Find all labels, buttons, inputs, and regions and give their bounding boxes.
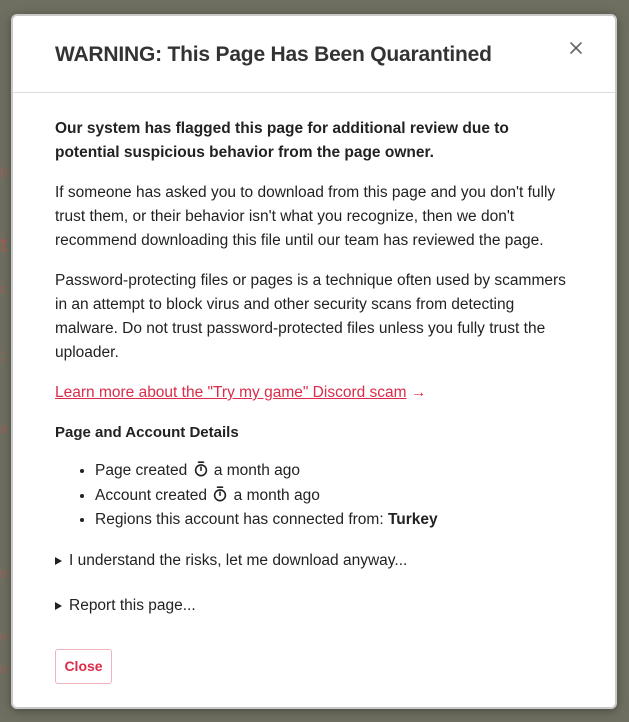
background-fragment: c (0, 280, 7, 296)
background-fragment: v (0, 628, 7, 644)
dialog-header (13, 16, 615, 93)
list-item (95, 459, 573, 484)
background-fragment: n (0, 565, 8, 581)
close-button[interactable]: Close (55, 649, 112, 684)
background-fragment: t (0, 232, 8, 257)
page-created-value: a month ago (213, 462, 301, 479)
details-list (55, 459, 573, 533)
download-anyway-label: I understand the risks, let me download anyway... (69, 551, 408, 569)
close-icon (569, 41, 583, 55)
report-page-toggle[interactable] (55, 594, 573, 618)
list-item (95, 508, 573, 533)
dialog-body (13, 93, 615, 684)
stopwatch-icon (213, 486, 227, 502)
learn-more-link[interactable]: Learn more about the "Try my game" Discord scam (55, 384, 407, 401)
background-fragment: : (0, 345, 6, 365)
details-heading: Page and Account Details (55, 424, 239, 441)
password-paragraph: Password-protecting files or pages is a technique often used by scammers in an attempt to block virus and other security scans from detecting malware. Do not trust password-protected files unless you fully trust the uploader. (55, 272, 566, 361)
list-item (95, 484, 573, 509)
page-created-label: Page created (95, 462, 188, 479)
download-anyway-toggle[interactable] (55, 549, 573, 573)
quarantine-warning-dialog (11, 14, 617, 709)
close-icon-button[interactable] (569, 38, 589, 58)
regions-label: Regions this account has connected from: (95, 511, 384, 528)
arrow-right-icon: → (410, 384, 427, 401)
stopwatch-icon (194, 461, 208, 477)
background-fragment: p (0, 162, 8, 178)
disclosure-triangle-icon (55, 557, 62, 565)
background-fragment: a (0, 420, 8, 436)
account-created-value: a month ago (233, 486, 320, 504)
report-page-label: Report this page... (69, 596, 196, 614)
disclosure-triangle-icon (55, 602, 62, 610)
learn-more-row (55, 381, 573, 405)
background-fragment: o (0, 660, 8, 676)
trust-paragraph: If someone has asked you to download from this page and you don't fully trust them, or their behavior isn't what you recognize, then we don't recommend downloading this file until our team has reviewed the page. (55, 184, 556, 249)
account-created-label: Account created (95, 486, 208, 504)
dialog-title: WARNING: This Page Has Been Quarantined (55, 43, 492, 66)
regions-value: Turkey (387, 511, 438, 528)
lead-paragraph: Our system has flagged this page for additional review due to potential suspicious behavior from the page owner. (55, 120, 509, 161)
